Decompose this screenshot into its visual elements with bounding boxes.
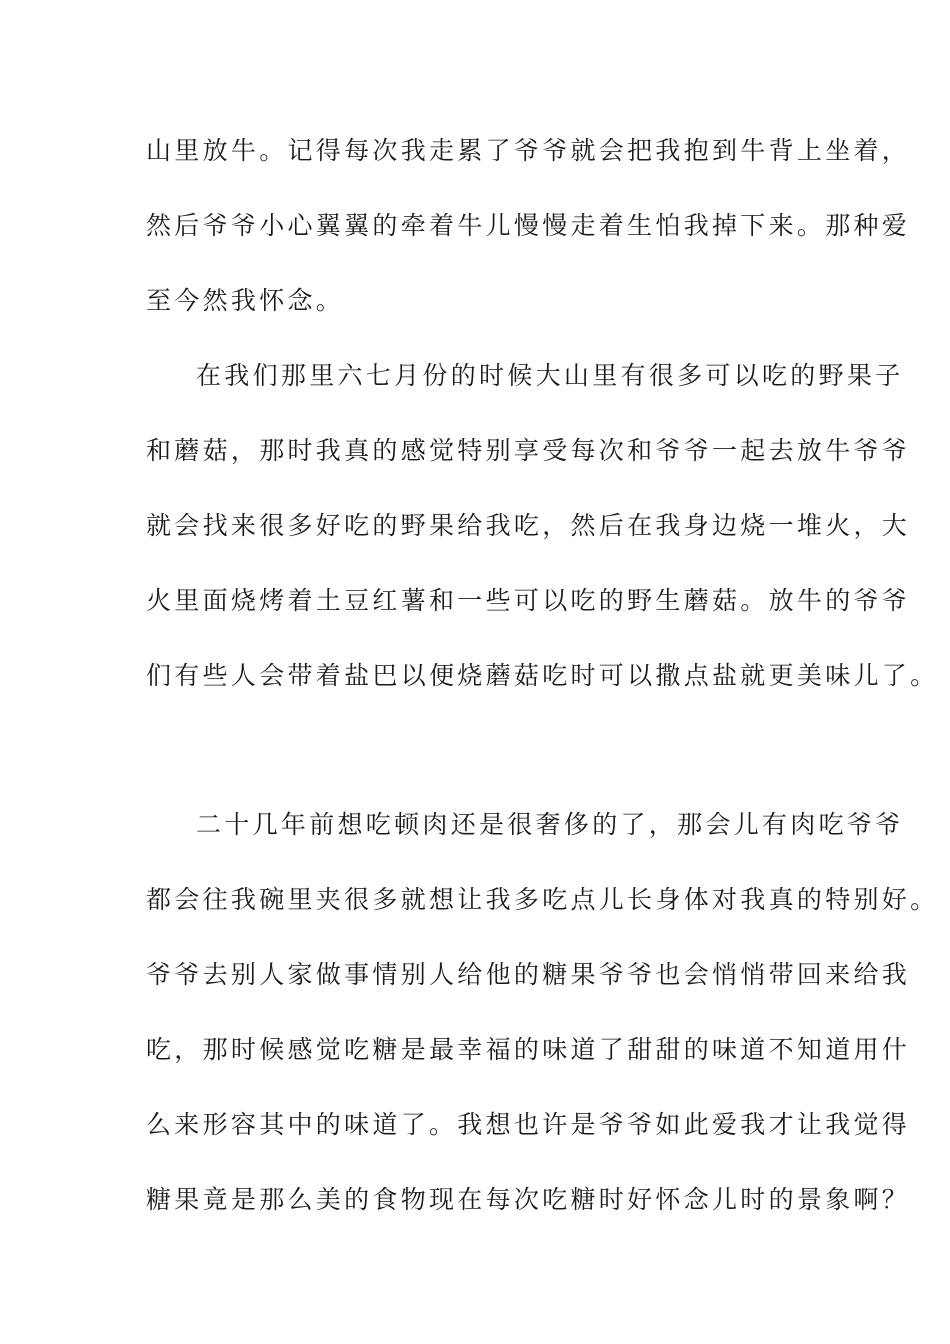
text-line: 糖果竟是那么美的食物现在每次吃糖时好怀念儿时的景象啊？ (146, 1185, 911, 1214)
text-line: 至今然我怀念。 (146, 286, 345, 315)
text-line: 山里放牛。记得每次我走累了爷爷就会把我抱到牛背上坐着， (146, 136, 911, 165)
text-line: 和蘑菇，那时我真的感觉特别享受每次和爷爷一起去放牛爷爷 (146, 436, 911, 465)
text-line: 们有些人会带着盐巴以便烧蘑菇吃时可以撒点盐就更美味儿了。 (146, 661, 939, 690)
text-line: 就会找来很多好吃的野果给我吃，然后在我身边烧一堆火，大 (146, 511, 911, 540)
text-line: 么来形容其中的味道了。我想也许是爷爷如此爱我才让我觉得 (146, 1110, 911, 1139)
text-line: 爷爷去别人家做事情别人给他的糖果爷爷也会悄悄带回来给我 (146, 960, 911, 989)
text-line: 都会往我碗里夹很多就想让我多吃点儿长身体对我真的特别好。 (146, 885, 939, 914)
text-line: 然后爷爷小心翼翼的牵着牛儿慢慢走着生怕我掉下来。那种爱 (146, 211, 911, 240)
text-line: 火里面烧烤着土豆红薯和一些可以吃的野生蘑菇。放牛的爷爷 (146, 586, 911, 615)
text-line: 吃，那时候感觉吃糖是最幸福的味道了甜甜的味道不知道用什 (146, 1035, 911, 1064)
text-line: 二十几年前想吃顿肉还是很奢侈的了，那会儿有肉吃爷爷 (196, 810, 904, 839)
text-line: 在我们那里六七月份的时候大山里有很多可以吃的野果子 (196, 361, 904, 390)
